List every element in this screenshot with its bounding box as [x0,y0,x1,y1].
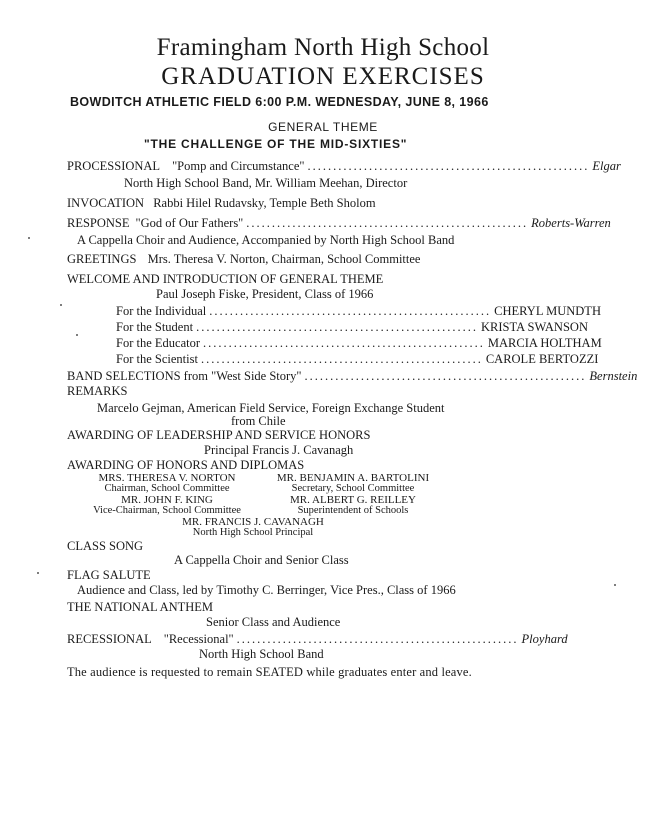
dignitary-role: North High School Principal [192,527,314,538]
band-label: BAND SELECTIONS from "West Side Story" [67,369,302,383]
response-composer: Roberts-Warren [531,216,611,230]
topic-label: For the Educator [116,336,201,350]
remarks-line1: Marcelo Gejman, American Field Service, Foreign Exchange Student [97,401,445,415]
dot-leader: ....................................................... [209,304,492,318]
class-song-detail: A Cappella Choir and Senior Class [174,553,349,567]
topic-speaker: MARCIA HOLTHAM [487,336,602,350]
dot-leader: ....................................................... [236,632,519,646]
dot-leader: ....................................................... [307,159,590,173]
processional-composer: Elgar [592,159,621,173]
school-name: Framingham North High School [156,34,490,61]
topic-row [116,320,588,335]
scan-speck [614,584,616,586]
page-title: GRADUATION EXERCISES [161,63,485,90]
topic-row [116,352,599,367]
anthem-detail: Senior Class and Audience [206,615,341,629]
diplomas-label: AWARDING OF HONORS AND DIPLOMAS [67,458,305,472]
dot-leader: ....................................................... [203,336,485,350]
dignitary-name: MR. FRANCIS J. CAVANAGH [182,516,324,528]
flag-salute-detail: Audience and Class, led by Timothy C. Berringer, Vice Pres., Class of 1966 [77,583,456,597]
recessional-piece: "Recessional" [163,632,234,646]
welcome-speaker: Paul Joseph Fiske, President, Class of 1966 [156,287,374,301]
dignitary-role: Chairman, School Committee [104,483,230,494]
dignitary-name: MR. BENJAMIN A. BARTOLINI [276,472,430,484]
dot-leader: ....................................................... [200,352,483,366]
topic-label: For the Individual [116,304,207,318]
audience-note: The audience is requested to remain SEATED while graduates enter and leave. [67,665,472,679]
dignitary-role: Vice-Chairman, School Committee [93,505,241,516]
scan-speck [60,304,62,306]
dignitary-name: MRS. THERESA V. NORTON [98,472,236,484]
topic-speaker: CAROLE BERTOZZI [485,352,599,366]
response-row [67,216,611,231]
topic-speaker: CHERYL MUNDTH [494,304,601,318]
response-detail: A Cappella Choir and Audience, Accompanied by North High School Band [77,233,455,247]
processional-row [67,159,621,174]
dignitary-name: MR. ALBERT G. REILLEY [290,494,416,506]
welcome-label: WELCOME AND INTRODUCTION OF GENERAL THEME [67,272,384,286]
processional-label: PROCESSIONAL [67,159,161,173]
scan-speck [76,334,78,336]
venue-line: BOWDITCH ATHLETIC FIELD 6:00 P.M. WEDNESDAY, JUNE 8, 1966 [70,95,489,109]
dignitary-role: Secretary, School Committee [291,483,415,494]
dignitary-role: Superintendent of Schools [297,505,409,516]
invocation-detail: Rabbi Hilel Rudavsky, Temple Beth Sholom [153,196,376,210]
invocation-label: INVOCATION [67,196,145,210]
recessional-row [67,632,568,647]
general-theme: "THE CHALLENGE OF THE MID-SIXTIES" [144,137,408,151]
topic-row [116,304,601,319]
band-composer: Bernstein [589,369,638,383]
flag-salute-label: FLAG SALUTE [67,568,151,582]
theme-label: GENERAL THEME [268,120,378,134]
topic-speaker: KRISTA SWANSON [480,320,588,334]
leadership-label: AWARDING OF LEADERSHIP AND SERVICE HONORS [67,428,371,442]
recessional-detail: North High School Band [199,647,324,661]
greetings-detail: Mrs. Theresa V. Norton, Chairman, School Committee [147,252,421,266]
band-row [67,369,638,384]
leadership-detail: Principal Francis J. Cavanagh [204,443,354,457]
response-piece: "God of Our Fathers" [135,216,244,230]
processional-piece: "Pomp and Circumstance" [172,159,305,173]
topic-label: For the Student [116,320,194,334]
remarks-line2: from Chile [231,414,286,428]
remarks-label: REMARKS [67,384,128,398]
dot-leader: ....................................................... [246,216,529,230]
recessional-composer: Ployhard [521,632,568,646]
dignitary-name: MR. JOHN F. KING [121,494,213,506]
dot-leader: ....................................................... [196,320,478,334]
class-song-label: CLASS SONG [67,539,144,553]
anthem-label: THE NATIONAL ANTHEM [67,600,214,614]
response-label: RESPONSE [67,216,130,230]
dot-leader: ....................................................... [304,369,587,383]
processional-detail: North High School Band, Mr. William Meehan, Director [124,176,408,190]
recessional-label: RECESSIONAL [67,632,152,646]
topic-label: For the Scientist [116,352,198,366]
scan-speck [37,572,39,574]
topic-row [116,336,602,351]
scan-speck [28,237,30,239]
greetings-row [67,252,420,267]
invocation-row [67,196,376,211]
greetings-label: GREETINGS [67,252,137,266]
